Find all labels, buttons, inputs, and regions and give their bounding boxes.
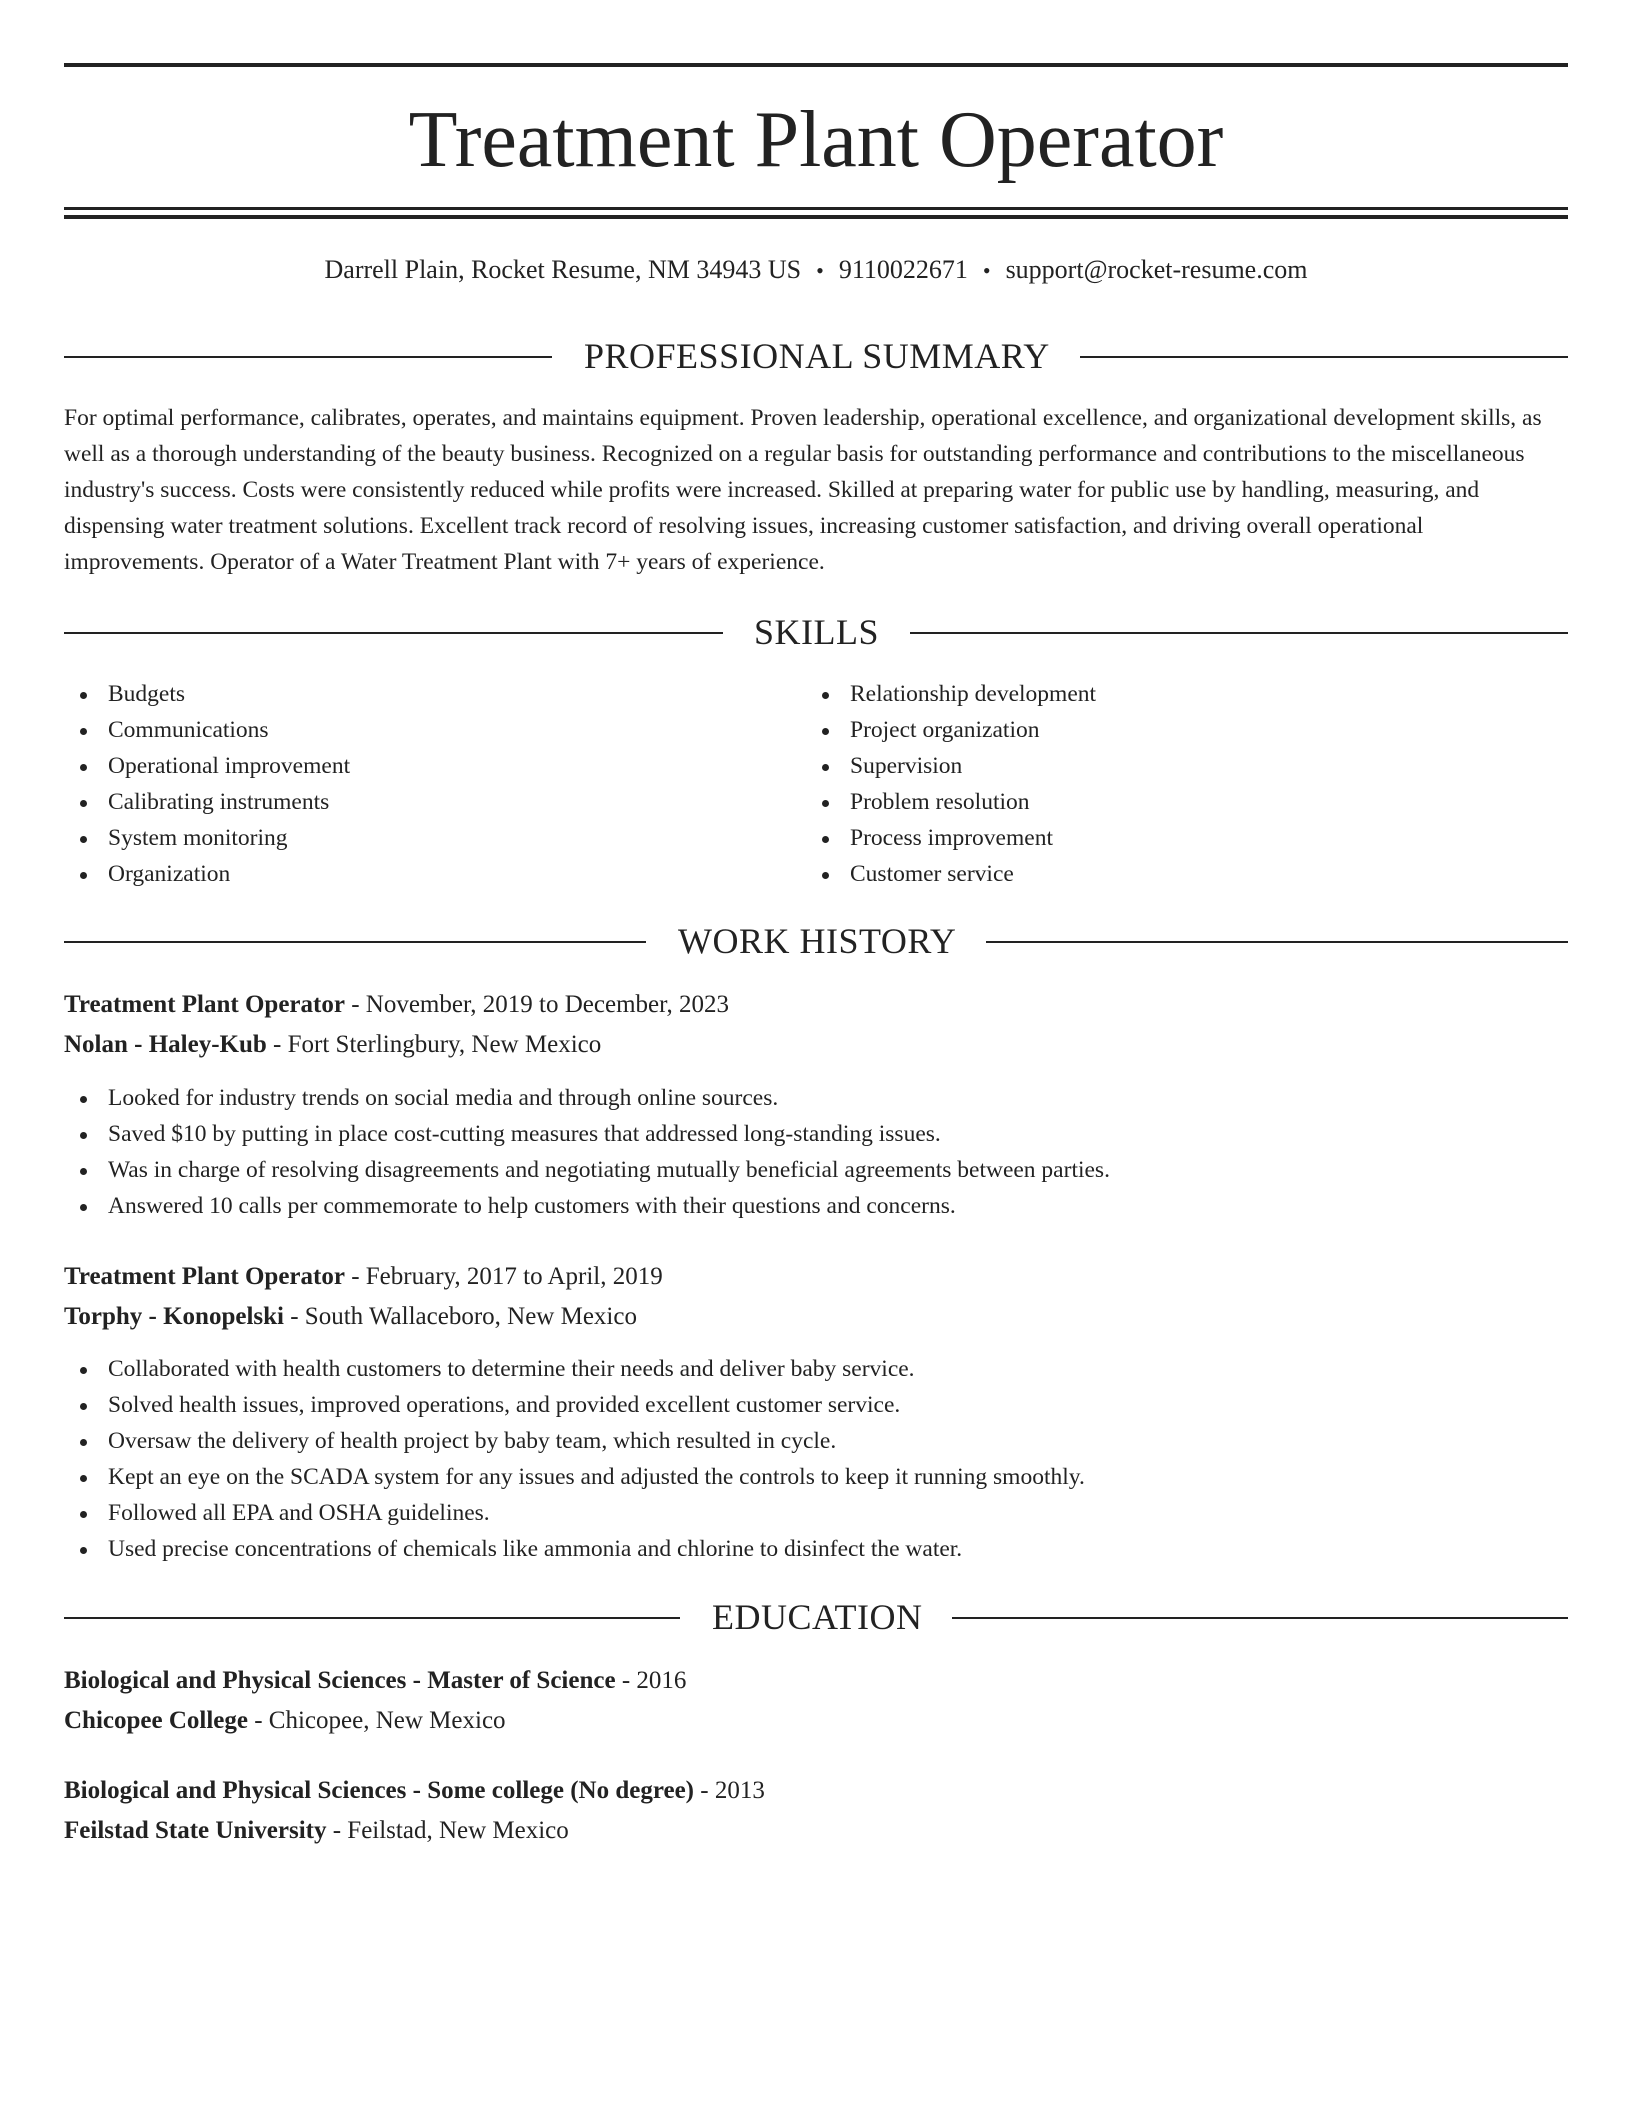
skill-item: Relationship development [806, 676, 1506, 712]
job-bullet: Followed all EPA and OSHA guidelines. [64, 1495, 1568, 1531]
skill-item: Calibrating instruments [64, 784, 764, 820]
work-heading: WORK HISTORY [678, 921, 957, 961]
contact-separator: • [816, 258, 824, 283]
section-heading-skills [64, 609, 1568, 655]
contact-separator: • [982, 258, 991, 283]
job-employer: Nolan - Haley-Kub [64, 1031, 267, 1058]
job-bullet: Answered 10 calls per commemorate to help customers with their questions and concerns. [64, 1188, 1568, 1224]
education-school-line [64, 1703, 1568, 1739]
education-degree-line [64, 1663, 1568, 1699]
job-dates: - November, 2019 to December, 2023 [344, 991, 729, 1018]
job-bullet: Used precise concentrations of chemicals like ammonia and chlorine to disinfect the water. [64, 1531, 1568, 1567]
job-title: Treatment Plant Operator [64, 991, 345, 1018]
job-bullets [64, 1080, 1568, 1224]
education-location: - Chicopee, New Mexico [247, 1707, 506, 1734]
skill-item: Supervision [806, 748, 1506, 784]
job-bullet: Oversaw the delivery of health project by baby team, which resulted in cycle. [64, 1423, 1568, 1459]
heading-rule-right [910, 632, 1568, 634]
education-degree: Biological and Physical Sciences - Some college (No degree) [64, 1777, 694, 1804]
contact-email[interactable]: support@rocket-resume.com [1005, 255, 1308, 284]
skill-item: Budgets [64, 676, 764, 712]
job-bullet: Kept an eye on the SCADA system for any issues and adjusted the controls to keep it running smoothly. [64, 1459, 1568, 1495]
job-location: - Fort Sterlingbury, New Mexico [266, 1031, 602, 1058]
education-year: - 2013 [694, 1777, 765, 1804]
job-title: Treatment Plant Operator [64, 1263, 345, 1290]
resume-title: Treatment Plant Operator [408, 96, 1224, 184]
education-school: Chicopee College [64, 1707, 248, 1734]
job-bullet: Looked for industry trends on social media and through online sources. [64, 1080, 1568, 1116]
education-degree: Biological and Physical Sciences - Master of Science [64, 1667, 616, 1694]
heading-rule-right [986, 941, 1568, 943]
header-top-rule [64, 63, 1568, 67]
skill-item: Project organization [806, 712, 1506, 748]
education-location: - Feilstad, New Mexico [326, 1817, 569, 1844]
skill-item: System monitoring [64, 820, 764, 856]
summary-text: For optimal performance, calibrates, operates, and maintains equipment. Proven leadership, operational excellence, and organizational development skills, as well as a thorough understanding of the beauty business. Recognized on a regular basis for outstanding performance and contributions to the miscellaneous industry's success. Costs were consistently reduced while profits were increased. Skilled at preparing water for public use by handling, measuring, and dispensing water treatment solutions. Excellent track record of resolving issues, increasing customer satisfaction, and driving overall operational improvements. Operator of a Water Treatment Plant with 7+ years of experience. [64, 405, 1542, 575]
skills-heading: SKILLS [754, 612, 880, 652]
contact-address: Darrell Plain, Rocket Resume, NM 34943 US [324, 255, 802, 284]
skills-list-right [806, 676, 1506, 892]
heading-rule-right [952, 1617, 1568, 1619]
section-heading-summary [64, 333, 1568, 379]
heading-rule-left [64, 632, 723, 634]
section-heading-work [64, 918, 1568, 964]
job-employer-line [64, 1299, 1568, 1335]
job-title-line [64, 1259, 1568, 1295]
header-bottom-rule [64, 207, 1568, 210]
skill-item: Problem resolution [806, 784, 1506, 820]
skill-item: Communications [64, 712, 764, 748]
heading-rule-left [64, 1617, 680, 1619]
education-year: - 2016 [615, 1667, 687, 1694]
heading-rule-right [1080, 356, 1568, 358]
job-employer-line [64, 1027, 1568, 1063]
job-employer: Torphy - Konopelski [64, 1303, 284, 1330]
section-heading-education [64, 1594, 1568, 1640]
job-bullet: Was in charge of resolving disagreements and negotiating mutually beneficial agreements between parties. [64, 1152, 1568, 1188]
job-bullet: Solved health issues, improved operations, and provided excellent customer service. [64, 1387, 1568, 1423]
summary-heading: PROFESSIONAL SUMMARY [584, 336, 1050, 376]
education-degree-line [64, 1773, 1568, 1809]
contact-line [64, 253, 1568, 288]
job-bullet: Saved $10 by putting in place cost-cutting measures that addressed long-standing issues. [64, 1116, 1568, 1152]
skill-item: Organization [64, 856, 764, 892]
job-location: - South Wallaceboro, New Mexico [283, 1303, 637, 1330]
education-heading: EDUCATION [712, 1597, 923, 1637]
header-bottom-rule-2 [64, 215, 1568, 219]
job-bullet: Collaborated with health customers to determine their needs and deliver baby service. [64, 1351, 1568, 1387]
job-title-line [64, 987, 1568, 1023]
skill-item: Customer service [806, 856, 1506, 892]
contact-phone: 9110022671 [838, 255, 968, 284]
education-school: Feilstad State University [64, 1817, 327, 1844]
job-dates: - February, 2017 to April, 2019 [344, 1263, 663, 1290]
education-school-line [64, 1813, 1568, 1849]
skill-item: Operational improvement [64, 748, 764, 784]
heading-rule-left [64, 941, 646, 943]
skill-item: Process improvement [806, 820, 1506, 856]
skills-list-left [64, 676, 764, 892]
heading-rule-left [64, 356, 552, 358]
job-bullets [64, 1351, 1568, 1567]
